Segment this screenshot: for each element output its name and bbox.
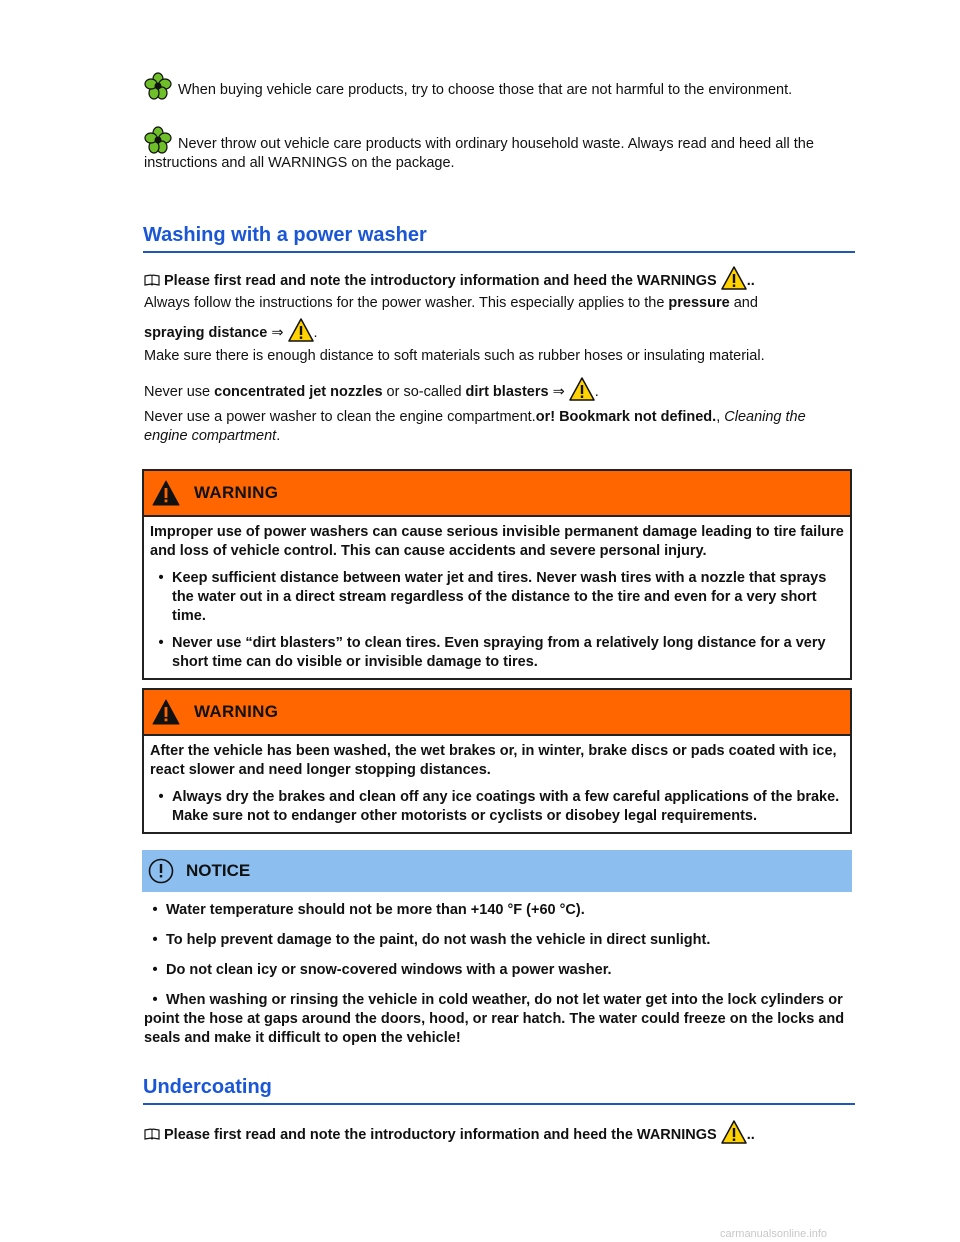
eco-tip: When buying vehicle care products, try to choose those that are not harmful to the environment. (144, 72, 854, 100)
notice-item: • When washing or rinsing the vehicle in cold weather, do not let water get into the lock cylinders or point the hose at gaps around the doors, hood, or rear hatch. The water could freeze on the locks and seals and make it difficult to open the vehicle! (144, 992, 845, 1046)
warning-title: WARNING (194, 702, 279, 721)
warning-triangle-icon (569, 376, 595, 402)
intro-line: Please first read and note the introductory information and heed the WARNINGS .. (144, 1119, 854, 1145)
paragraph: spraying distance ⇒ . (144, 317, 854, 343)
warning-title: WARNING (194, 483, 279, 502)
warning-body (144, 517, 850, 678)
watermark-footer: carmanualsonline.info (720, 1228, 828, 1240)
warning-text: Improper use of power washers can cause serious invisible permanent damage leading to tire failure and loss of vehicle control. This can cause accidents and severe personal injury. (150, 524, 844, 559)
section-heading: Undercoating (143, 1076, 855, 1105)
warning-bullet: • Always dry the brakes and clean off any ice coatings with a few careful applications of the brake. Make sure not to endanger other motorists or cyclists or disobey legal requirements. (158, 789, 840, 824)
cross-reference-link[interactable]: Cleaning the engine compartment (144, 409, 806, 444)
paragraph: Never use a power washer to clean the engine compartment.or! Bookmark not defined., Cleaning the engine compartment. (144, 409, 806, 444)
notice-title: NOTICE (186, 861, 251, 880)
paragraph: Never use concentrated jet nozzles or so-called dirt blasters ⇒ . (144, 376, 854, 402)
intro-line: Please first read and note the introductory information and heed the WARNINGS .. (144, 265, 854, 291)
eco-flower-icon (144, 72, 172, 100)
warning-header (144, 690, 850, 736)
warning-triangle-icon (152, 699, 180, 725)
warning-triangle-icon (721, 1119, 747, 1145)
section-heading: Washing with a power washer (143, 224, 855, 253)
warning-triangle-icon (288, 317, 314, 343)
notice-header (142, 850, 852, 892)
warning-body (144, 736, 850, 832)
notice-body (144, 901, 849, 1059)
warning-box (142, 469, 852, 680)
notice-exclamation-icon (148, 858, 174, 884)
warning-bullet: • Keep sufficient distance between water jet and tires. Never wash tires with a nozzle that sprays the water out in a direct stream regardless of the distance to the tire and even for a very short time. (158, 570, 827, 624)
book-icon (144, 1128, 160, 1140)
eco-flower-icon (144, 126, 172, 154)
book-icon (144, 274, 160, 286)
warning-triangle-icon (721, 265, 747, 291)
notice-item: • Water temperature should not be more than +140 °F (+60 °C). (152, 902, 585, 918)
notice-item: • To help prevent damage to the paint, do not wash the vehicle in direct sunlight. (152, 932, 711, 948)
warning-box (142, 688, 852, 834)
warning-triangle-icon (152, 480, 180, 506)
warning-text: After the vehicle has been washed, the wet brakes or, in winter, brake discs or pads coated with ice, react slower and need longer stopping distances. (150, 743, 837, 778)
eco-tip: Never throw out vehicle care products with ordinary household waste. Always read and heed all the instructions and all WARNINGS on the package. (144, 126, 854, 173)
notice-item: • Do not clean icy or snow-covered windows with a power washer. (152, 962, 612, 978)
paragraph: Make sure there is enough distance to soft materials such as rubber hoses or insulating material. (144, 348, 765, 364)
warning-header (144, 471, 850, 517)
warning-bullet: • Never use “dirt blasters” to clean tires. Even spraying from a relatively long distance for a very short time can do visible or invisible damage to tires. (158, 635, 826, 670)
paragraph: Always follow the instructions for the power washer. This especially applies to the pressure and (144, 295, 758, 311)
